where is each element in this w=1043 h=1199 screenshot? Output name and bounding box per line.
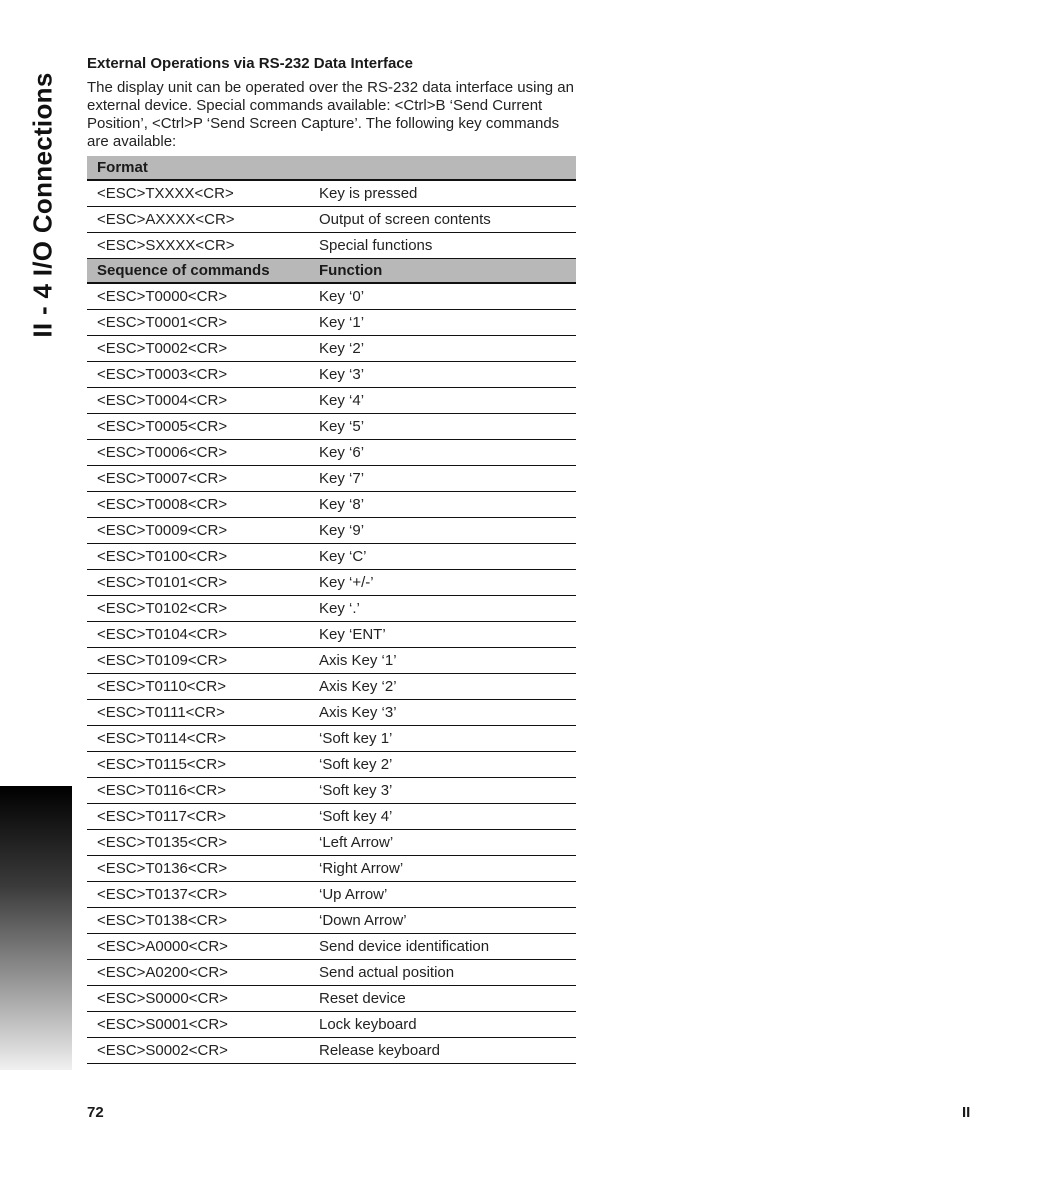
command-cell: <ESC>A0000<CR> bbox=[87, 934, 309, 960]
command-cell: <ESC>TXXXX<CR> bbox=[87, 180, 309, 207]
format-rows bbox=[87, 180, 576, 259]
command-cell: <ESC>SXXXX<CR> bbox=[87, 233, 309, 259]
function-cell: ‘Up Arrow’ bbox=[309, 882, 576, 908]
function-cell: ‘Soft key 3’ bbox=[309, 778, 576, 804]
command-cell: <ESC>S0001<CR> bbox=[87, 1012, 309, 1038]
command-cell: <ESC>T0111<CR> bbox=[87, 700, 309, 726]
function-cell: ‘Right Arrow’ bbox=[309, 856, 576, 882]
function-cell: Key ‘1’ bbox=[309, 310, 576, 336]
command-cell: <ESC>S0000<CR> bbox=[87, 986, 309, 1012]
command-cell: <ESC>T0136<CR> bbox=[87, 856, 309, 882]
command-cell: <ESC>T0101<CR> bbox=[87, 570, 309, 596]
command-cell: <ESC>T0102<CR> bbox=[87, 596, 309, 622]
table-row bbox=[87, 908, 576, 934]
function-cell: ‘Down Arrow’ bbox=[309, 908, 576, 934]
function-cell: Key ‘+/-’ bbox=[309, 570, 576, 596]
function-cell: Key ‘5’ bbox=[309, 414, 576, 440]
table-row bbox=[87, 1012, 576, 1038]
format-header-row bbox=[87, 156, 576, 180]
function-cell: ‘Soft key 4’ bbox=[309, 804, 576, 830]
chapter-tab-marker bbox=[0, 786, 72, 1070]
table-row bbox=[87, 207, 576, 233]
table-row bbox=[87, 414, 576, 440]
function-cell: Release keyboard bbox=[309, 1038, 576, 1064]
command-cell: <ESC>T0000<CR> bbox=[87, 283, 309, 310]
commands-table bbox=[87, 156, 576, 1064]
command-cell: <ESC>T0115<CR> bbox=[87, 752, 309, 778]
section-title: External Operations via RS-232 Data Interface bbox=[87, 55, 413, 72]
command-cell: <ESC>AXXXX<CR> bbox=[87, 207, 309, 233]
function-cell: Key ‘ENT’ bbox=[309, 622, 576, 648]
command-cell: <ESC>T0114<CR> bbox=[87, 726, 309, 752]
chapter-side-title-text: II - 4 I/O Connections bbox=[27, 72, 58, 338]
table-row bbox=[87, 674, 576, 700]
function-cell: Special functions bbox=[309, 233, 576, 259]
function-cell: Axis Key ‘2’ bbox=[309, 674, 576, 700]
command-cell: <ESC>A0200<CR> bbox=[87, 960, 309, 986]
table-row bbox=[87, 362, 576, 388]
function-cell: Key ‘8’ bbox=[309, 492, 576, 518]
function-cell: Send actual position bbox=[309, 960, 576, 986]
function-cell: Key ‘9’ bbox=[309, 518, 576, 544]
function-cell: Reset device bbox=[309, 986, 576, 1012]
function-cell: Key ‘3’ bbox=[309, 362, 576, 388]
table-row bbox=[87, 856, 576, 882]
command-cell: <ESC>T0138<CR> bbox=[87, 908, 309, 934]
command-cell: <ESC>T0004<CR> bbox=[87, 388, 309, 414]
table-row bbox=[87, 518, 576, 544]
table-row bbox=[87, 986, 576, 1012]
table-row bbox=[87, 233, 576, 259]
format-header: Format bbox=[87, 156, 576, 180]
function-cell: Key is pressed bbox=[309, 180, 576, 207]
command-cell: <ESC>T0002<CR> bbox=[87, 336, 309, 362]
table-row bbox=[87, 336, 576, 362]
command-cell: <ESC>T0110<CR> bbox=[87, 674, 309, 700]
table-row bbox=[87, 752, 576, 778]
command-cell: <ESC>T0117<CR> bbox=[87, 804, 309, 830]
function-cell: Lock keyboard bbox=[309, 1012, 576, 1038]
table-row bbox=[87, 726, 576, 752]
command-cell: <ESC>T0003<CR> bbox=[87, 362, 309, 388]
command-cell: <ESC>T0135<CR> bbox=[87, 830, 309, 856]
function-cell: Send device identification bbox=[309, 934, 576, 960]
table-row bbox=[87, 700, 576, 726]
table-row bbox=[87, 570, 576, 596]
table-row bbox=[87, 440, 576, 466]
command-cell: <ESC>T0100<CR> bbox=[87, 544, 309, 570]
function-cell: ‘Left Arrow’ bbox=[309, 830, 576, 856]
command-cell: <ESC>T0009<CR> bbox=[87, 518, 309, 544]
function-cell: Key ‘.’ bbox=[309, 596, 576, 622]
table-row bbox=[87, 1038, 576, 1064]
table-row bbox=[87, 882, 576, 908]
intro-paragraph: The display unit can be operated over the RS-232 data interface using an external device. Special commands available: <Ctrl>B ‘Send Current Position’, <Ctrl>P ‘Send Screen Capture’. The following key commands are available: bbox=[87, 79, 574, 150]
page-content bbox=[87, 54, 577, 1064]
command-cell: <ESC>T0109<CR> bbox=[87, 648, 309, 674]
sequence-header-label: Sequence of commands bbox=[87, 259, 309, 284]
table-row bbox=[87, 180, 576, 207]
table-row bbox=[87, 622, 576, 648]
function-header-label: Function bbox=[309, 259, 576, 284]
table-row bbox=[87, 778, 576, 804]
table-row bbox=[87, 544, 576, 570]
command-cell: <ESC>T0001<CR> bbox=[87, 310, 309, 336]
table-row bbox=[87, 492, 576, 518]
command-cell: <ESC>T0006<CR> bbox=[87, 440, 309, 466]
table-row bbox=[87, 283, 576, 310]
function-cell: Key ‘0’ bbox=[309, 283, 576, 310]
function-cell: Key ‘2’ bbox=[309, 336, 576, 362]
function-cell: ‘Soft key 2’ bbox=[309, 752, 576, 778]
table-row bbox=[87, 804, 576, 830]
function-cell: ‘Soft key 1’ bbox=[309, 726, 576, 752]
function-cell: Axis Key ‘3’ bbox=[309, 700, 576, 726]
function-cell: Output of screen contents bbox=[309, 207, 576, 233]
command-cell: <ESC>T0007<CR> bbox=[87, 466, 309, 492]
function-cell: Axis Key ‘1’ bbox=[309, 648, 576, 674]
table-row bbox=[87, 596, 576, 622]
command-cell: <ESC>S0002<CR> bbox=[87, 1038, 309, 1064]
table-row bbox=[87, 388, 576, 414]
table-row bbox=[87, 648, 576, 674]
table-row bbox=[87, 934, 576, 960]
sequence-header-row bbox=[87, 259, 576, 284]
table-row bbox=[87, 310, 576, 336]
chapter-side-title bbox=[28, 60, 58, 350]
function-cell: Key ‘6’ bbox=[309, 440, 576, 466]
table-row bbox=[87, 466, 576, 492]
table-row bbox=[87, 830, 576, 856]
function-cell: Key ‘C’ bbox=[309, 544, 576, 570]
function-cell: Key ‘4’ bbox=[309, 388, 576, 414]
function-cell: Key ‘7’ bbox=[309, 466, 576, 492]
command-cell: <ESC>T0005<CR> bbox=[87, 414, 309, 440]
command-cell: <ESC>T0008<CR> bbox=[87, 492, 309, 518]
chapter-marker: II bbox=[962, 1104, 971, 1121]
page-number: 72 bbox=[87, 1104, 104, 1121]
command-cell: <ESC>T0104<CR> bbox=[87, 622, 309, 648]
command-cell: <ESC>T0137<CR> bbox=[87, 882, 309, 908]
sequence-rows bbox=[87, 283, 576, 1064]
command-cell: <ESC>T0116<CR> bbox=[87, 778, 309, 804]
table-row bbox=[87, 960, 576, 986]
